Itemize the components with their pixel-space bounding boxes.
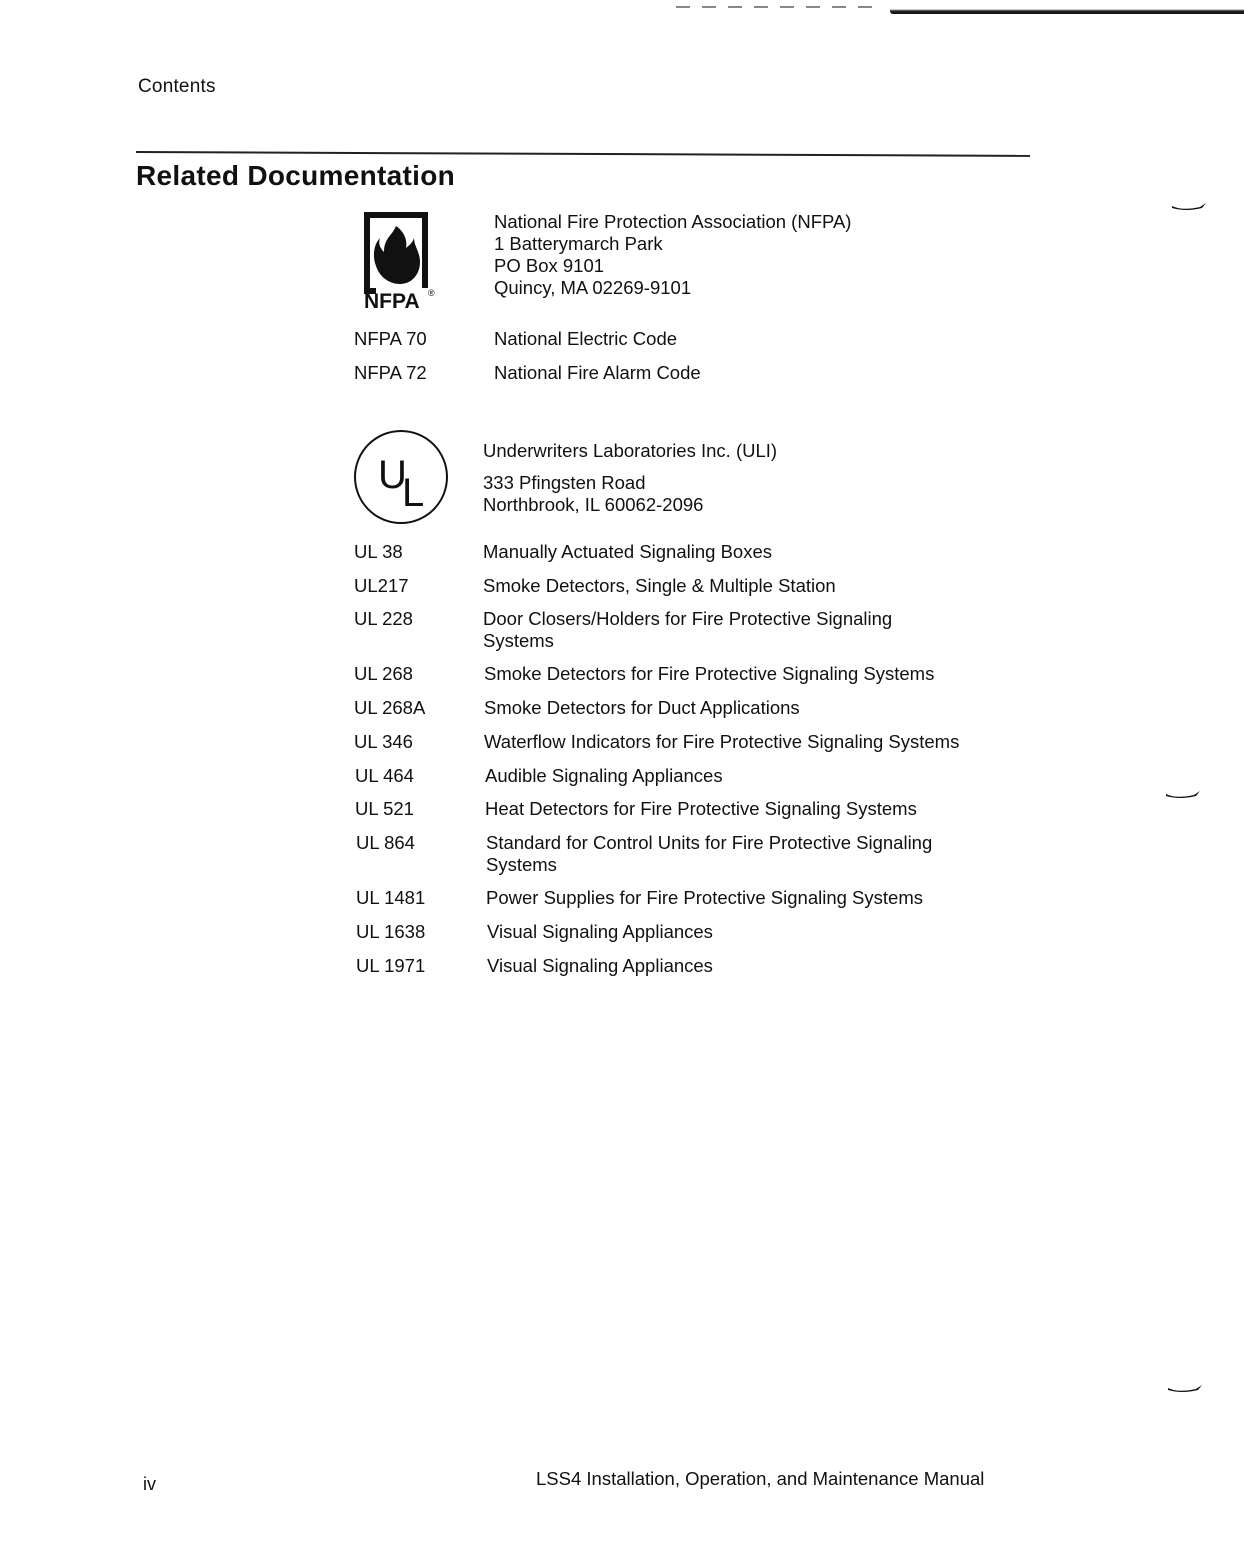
standard-title: Smoke Detectors for Fire Protective Signaling Systems: [484, 663, 935, 684]
standard-code: UL 346: [354, 731, 413, 752]
standard-code: UL 228: [354, 608, 413, 629]
standard-code: UL 521: [355, 798, 414, 819]
nfpa-logo-text: NFPA: [364, 290, 420, 310]
standard-code: UL 1638: [356, 921, 426, 942]
standard-code: UL 464: [355, 765, 414, 786]
standard-code: UL 1481: [356, 887, 426, 908]
ul-organization: Underwriters Laboratories Inc. (ULI): [483, 440, 778, 461]
ul-logo-u: U: [378, 453, 407, 497]
standard-title: Power Supplies for Fire Protective Signaling Systems: [486, 887, 923, 908]
margin-mark-icon: [1172, 202, 1206, 212]
standard-code: NFPA 72: [354, 362, 427, 383]
standard-title: National Electric Code: [494, 328, 678, 349]
standard-code: UL 268A: [354, 697, 426, 718]
standard-title: Smoke Detectors, Single & Multiple Station: [483, 575, 836, 596]
standard-title: Audible Signaling Appliances: [485, 765, 723, 786]
ul-address-line: Northbrook, IL 60062-2096: [483, 494, 704, 515]
ul-address: [483, 472, 703, 516]
ul-logo: [352, 428, 450, 526]
margin-mark-icon: [1166, 790, 1200, 800]
page-number: iv: [143, 1474, 156, 1494]
standard-title: Heat Detectors for Fire Protective Signaling Systems: [485, 798, 917, 819]
scan-artifact-dashes: [676, 6, 876, 8]
ul-logo-l: L: [402, 471, 425, 515]
margin-mark-icon: [1168, 1384, 1202, 1394]
standard-title: Waterflow Indicators for Fire Protective Signaling Systems: [484, 731, 960, 752]
standard-code: UL217: [354, 575, 409, 596]
nfpa-address-line: Quincy, MA 02269-9101: [494, 277, 692, 298]
nfpa-logo: [356, 208, 448, 310]
standard-code: UL 864: [356, 832, 415, 853]
ul-address-line: 333 Pfingsten Road: [483, 472, 646, 493]
running-header: Contents: [138, 76, 216, 97]
scan-artifact-line: [890, 9, 1244, 14]
nfpa-address-line: PO Box 9101: [494, 255, 605, 276]
standard-title: National Fire Alarm Code: [494, 362, 701, 383]
section-rule: [136, 151, 1030, 157]
nfpa-address: [494, 211, 851, 299]
standard-title: Visual Signaling Appliances: [487, 955, 713, 976]
ul-name: [483, 440, 777, 462]
nfpa-flame-icon: [356, 208, 448, 310]
standard-title: Smoke Detectors for Duct Applications: [484, 697, 800, 718]
standard-title: Standard for Control Units for Fire Protective Signaling Systems: [486, 832, 933, 875]
standard-title: Manually Actuated Signaling Boxes: [483, 541, 772, 562]
standard-code: UL 38: [354, 541, 403, 562]
nfpa-registered-mark: ®: [428, 288, 435, 298]
standard-code: NFPA 70: [354, 328, 427, 349]
ul-circle-icon: [352, 428, 450, 526]
standard-code: UL 1971: [356, 955, 426, 976]
footer-manual-title: LSS4 Installation, Operation, and Maintenance Manual: [536, 1468, 985, 1489]
standard-title: Door Closers/Holders for Fire Protective Signaling Systems: [483, 608, 893, 651]
nfpa-address-line: National Fire Protection Association (NFPA): [494, 211, 852, 232]
section-title: Related Documentation: [136, 160, 456, 191]
standard-code: UL 268: [354, 663, 413, 684]
nfpa-address-line: 1 Batterymarch Park: [494, 233, 663, 254]
standard-title: Visual Signaling Appliances: [487, 921, 713, 942]
